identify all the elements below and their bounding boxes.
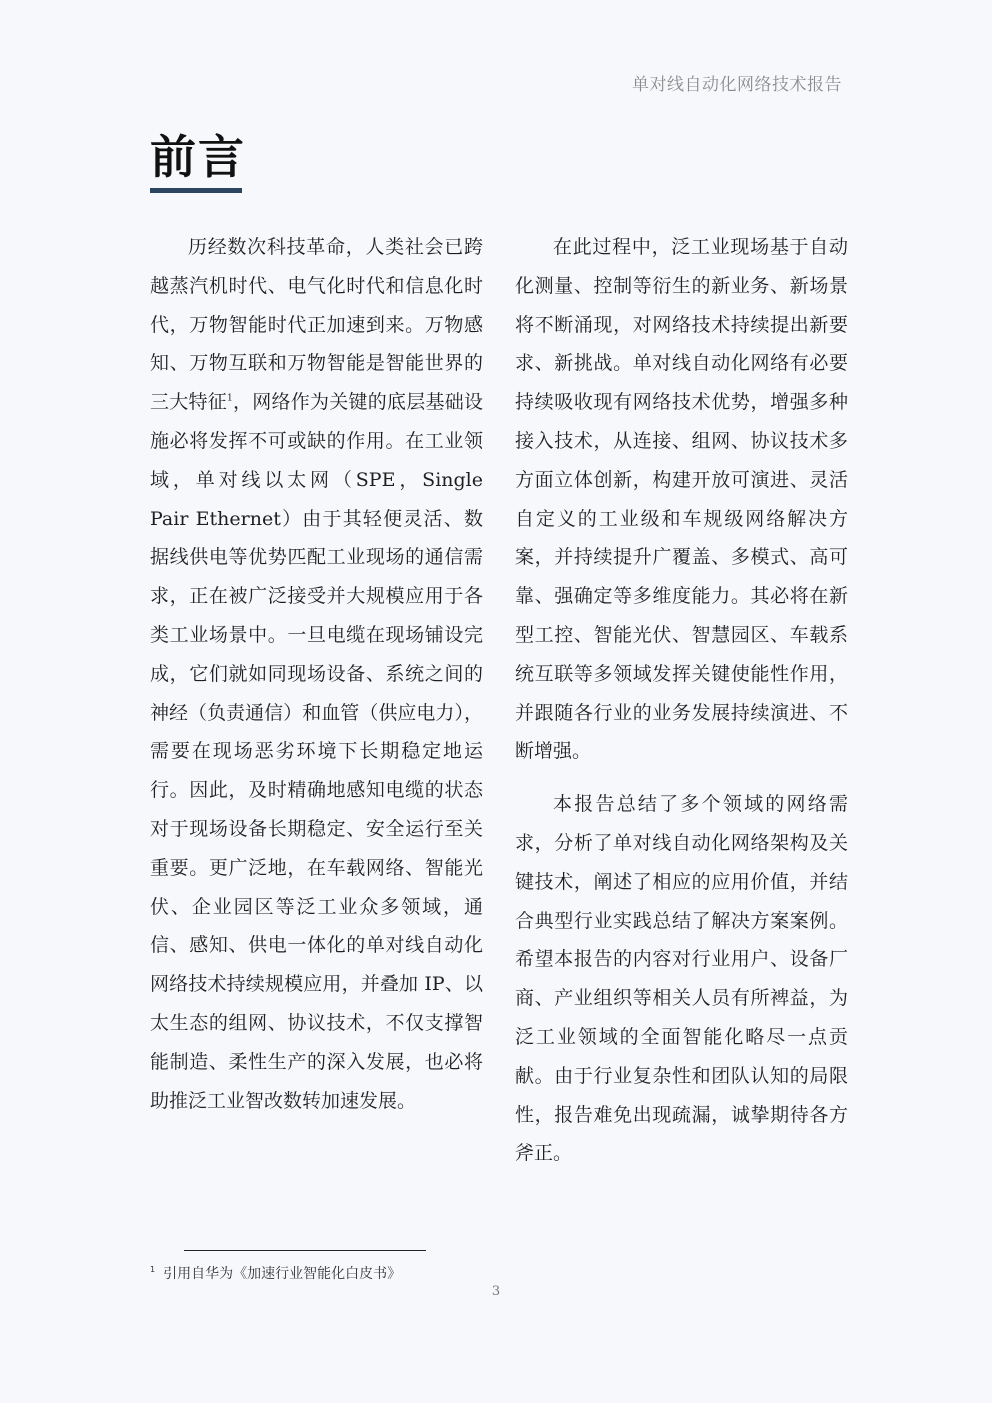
footnote-reference[interactable]: 1 <box>227 393 233 404</box>
paragraph-text: 历经数次科技革命，人类社会已跨越蒸汽机时代、电气化时代和信息化时代，万物智能时代正加速到来。万物感知、万物互联和万物智能是智能世界的三大特征 <box>150 236 483 414</box>
title-underline <box>150 188 242 193</box>
paragraph <box>150 228 483 1120</box>
paragraph: 本报告总结了多个领域的网络需求，分析了单对线自动化网络架构及关键技术，阐述了相应的应用价值，并结合典型行业实践总结了解决方案案例。希望本报告的内容对行业用户、设备厂商、产业组织等相关人员有所裨益，为泛工业领域的全面智能化略尽一点贡献。由于行业复杂性和团队认知的局限性，报告难免出现疏漏，诚挚期待各方斧正。 <box>515 793 848 1165</box>
running-header: 单对线自动化网络技术报告 <box>632 75 842 95</box>
paragraph-text: ，网络作为关键的底层基础设施必将发挥不可或缺的作用。在工业领域，单对线以太网（SPE，Single Pair Ethernet）由于其轻便灵活、数据线供电等优势匹配工业现场的通信需求，正在被广泛接受并大规模应用于各类工业场景中。一旦电缆在现场铺设完成，它们就如同现场设备、系统之间的神经（负责通信）和血管（供应电力），需要在现场恶劣环境下长期稳定地运行。因此，及时精确地感知电缆的状态对于现场设备长期稳定、安全运行至关重要。更广泛地，在车载网络、智能光伏、企业园区等泛工业众多领域，通信、感知、供电一体化的单对线自动化网络技术持续规模应用，并叠加 IP、以太生态的组网、协议技术，不仅支撑智能制造、柔性生产的深入发展，也必将助推泛工业智改数转加速发展。 <box>150 391 483 1112</box>
footnote-mark: 1 <box>150 1265 156 1275</box>
footnote <box>150 1263 401 1283</box>
page-title: 前言 <box>150 130 246 184</box>
right-column <box>515 228 848 1187</box>
footnote-divider <box>184 1250 426 1251</box>
left-column <box>150 228 483 1134</box>
paragraph: 在此过程中，泛工业现场基于自动化测量、控制等衍生的新业务、新场景将不断涌现，对网络技术持续提出新要求、新挑战。单对线自动化网络有必要持续吸收现有网络技术优势，增强多种接入技术，从连接、组网、协议技术多方面立体创新，构建开放可演进、灵活自定义的工业级和车规级网络解决方案，并持续提升广覆盖、多模式、高可靠、强确定等多维度能力。其必将在新型工控、智能光伏、智慧园区、车载系统互联等多领域发挥关键使能性作用，并跟随各行业的业务发展持续演进、不断增强。 <box>515 236 848 763</box>
page-number: 3 <box>491 1284 501 1299</box>
footnote-text: 引用自华为《加速行业智能化白皮书》 <box>163 1266 402 1282</box>
